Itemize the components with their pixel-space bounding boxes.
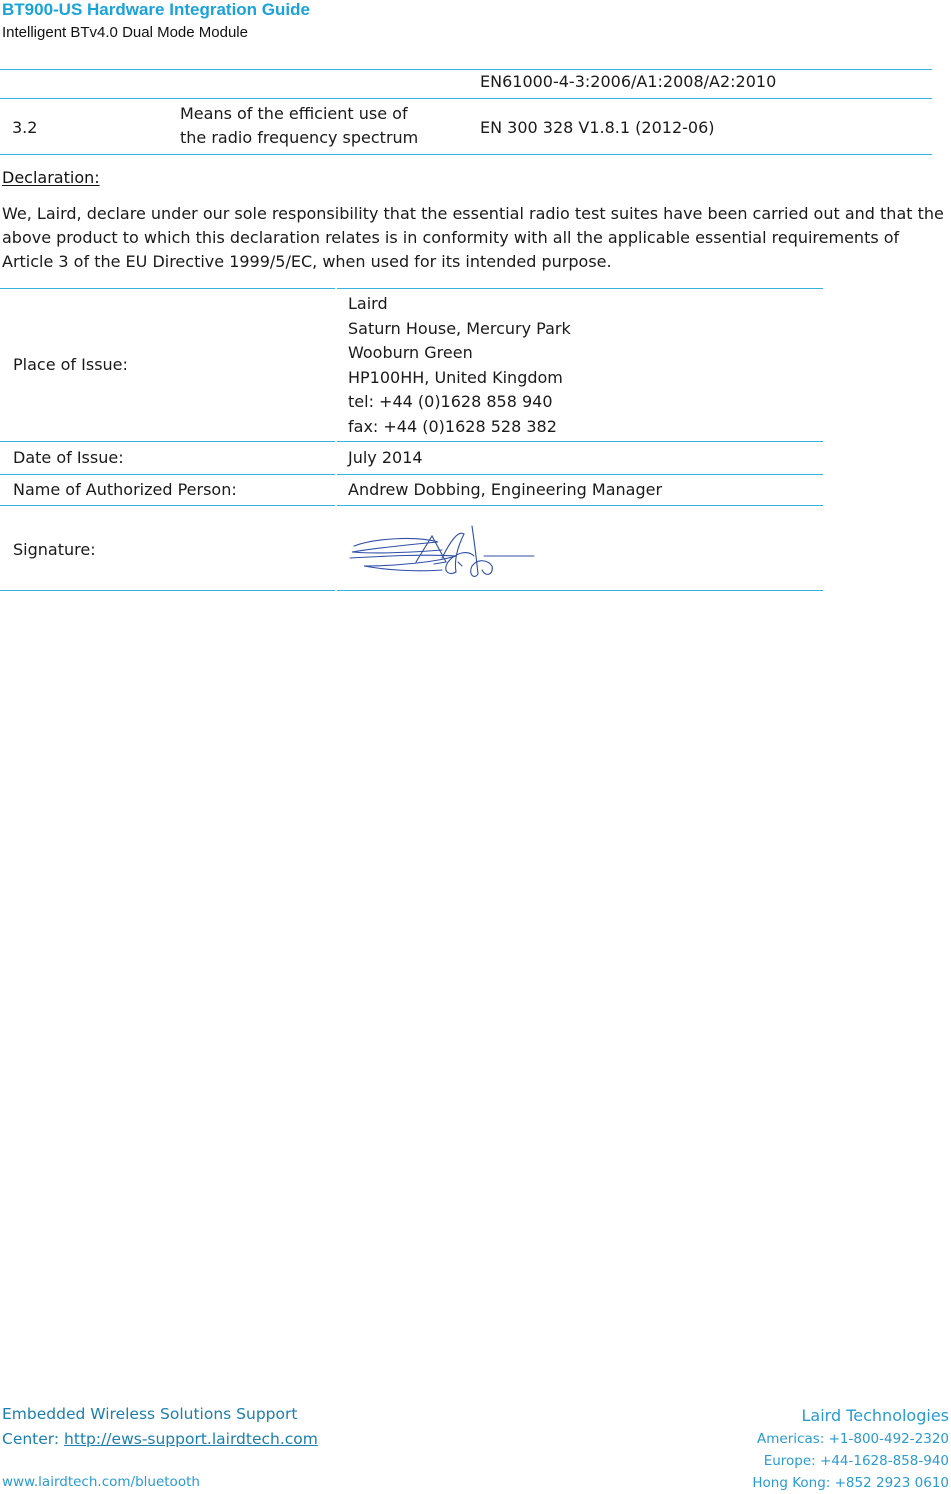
support-link[interactable]: http://ews-support.lairdtech.com xyxy=(64,1430,318,1448)
support-prefix: Center: xyxy=(2,1430,65,1448)
table-rule xyxy=(337,288,823,289)
address-line: Wooburn Green xyxy=(348,343,473,362)
support-center-line xyxy=(2,1430,318,1448)
table-rule xyxy=(0,154,932,155)
address-line: tel: +44 (0)1628 858 940 xyxy=(348,392,553,411)
document-subtitle: Intelligent BTv4.0 Dual Mode Module xyxy=(2,24,248,41)
phone-americas: Americas: +1-800-492-2320 xyxy=(757,1431,949,1447)
table-rule xyxy=(0,505,335,506)
table-rule xyxy=(0,69,932,70)
phone-europe: Europe: +44-1628-858-940 xyxy=(763,1453,949,1469)
address-line: Saturn House, Mercury Park xyxy=(348,318,571,338)
company-name: Laird Technologies xyxy=(801,1406,949,1425)
person-label: Name of Authorized Person: xyxy=(13,480,237,499)
description-line: the radio frequency spectrum xyxy=(180,128,419,147)
description-line: Means of the efficient use of xyxy=(180,104,408,123)
declaration-heading: Declaration: xyxy=(2,168,100,187)
signature-label: Signature: xyxy=(13,540,96,559)
date-label: Date of Issue: xyxy=(13,448,124,467)
website-link[interactable]: www.lairdtech.com/bluetooth xyxy=(2,1474,200,1490)
table-rule xyxy=(337,505,823,506)
clause-cell: 3.2 xyxy=(12,118,38,137)
table-rule xyxy=(337,441,823,442)
table-rule xyxy=(0,98,932,99)
place-label: Place of Issue: xyxy=(13,355,128,374)
contact-block xyxy=(752,1404,949,1494)
table-rule xyxy=(0,288,335,289)
address-line: fax: +44 (0)1628 528 382 xyxy=(348,416,557,436)
standard-cell: EN61000-4-3:2006/A1:2008/A2:2010 xyxy=(480,72,777,91)
table-rule xyxy=(0,441,335,442)
person-value: Andrew Dobbing, Engineering Manager xyxy=(348,480,663,499)
document-title: BT900-US Hardware Integration Guide xyxy=(2,0,310,19)
address-line: Laird xyxy=(348,294,388,313)
table-rule xyxy=(0,590,335,591)
signature-image xyxy=(346,522,536,588)
date-value: July 2014 xyxy=(348,448,423,467)
signature-icon xyxy=(346,522,536,584)
table-rule xyxy=(337,474,823,475)
address-line: HP100HH, United Kingdom xyxy=(348,367,563,387)
place-address xyxy=(348,292,571,439)
phone-hong-kong: Hong Kong: +852 2923 0610 xyxy=(752,1475,949,1491)
table-rule xyxy=(337,590,823,591)
table-rule xyxy=(0,474,335,475)
description-cell xyxy=(180,102,418,150)
declaration-text: We, Laird, declare under our sole responsibility that the essential radio test suites have been carried out and that the above product to which this declaration relates is in conformity with all the applicable essential requirements of Article 3 of the EU Directive 1999/5/EC, when used for its intended purpose. xyxy=(2,204,944,271)
support-center-label: Embedded Wireless Solutions Support xyxy=(2,1405,298,1423)
standard-cell: EN 300 328 V1.8.1 (2012-06) xyxy=(480,118,715,137)
